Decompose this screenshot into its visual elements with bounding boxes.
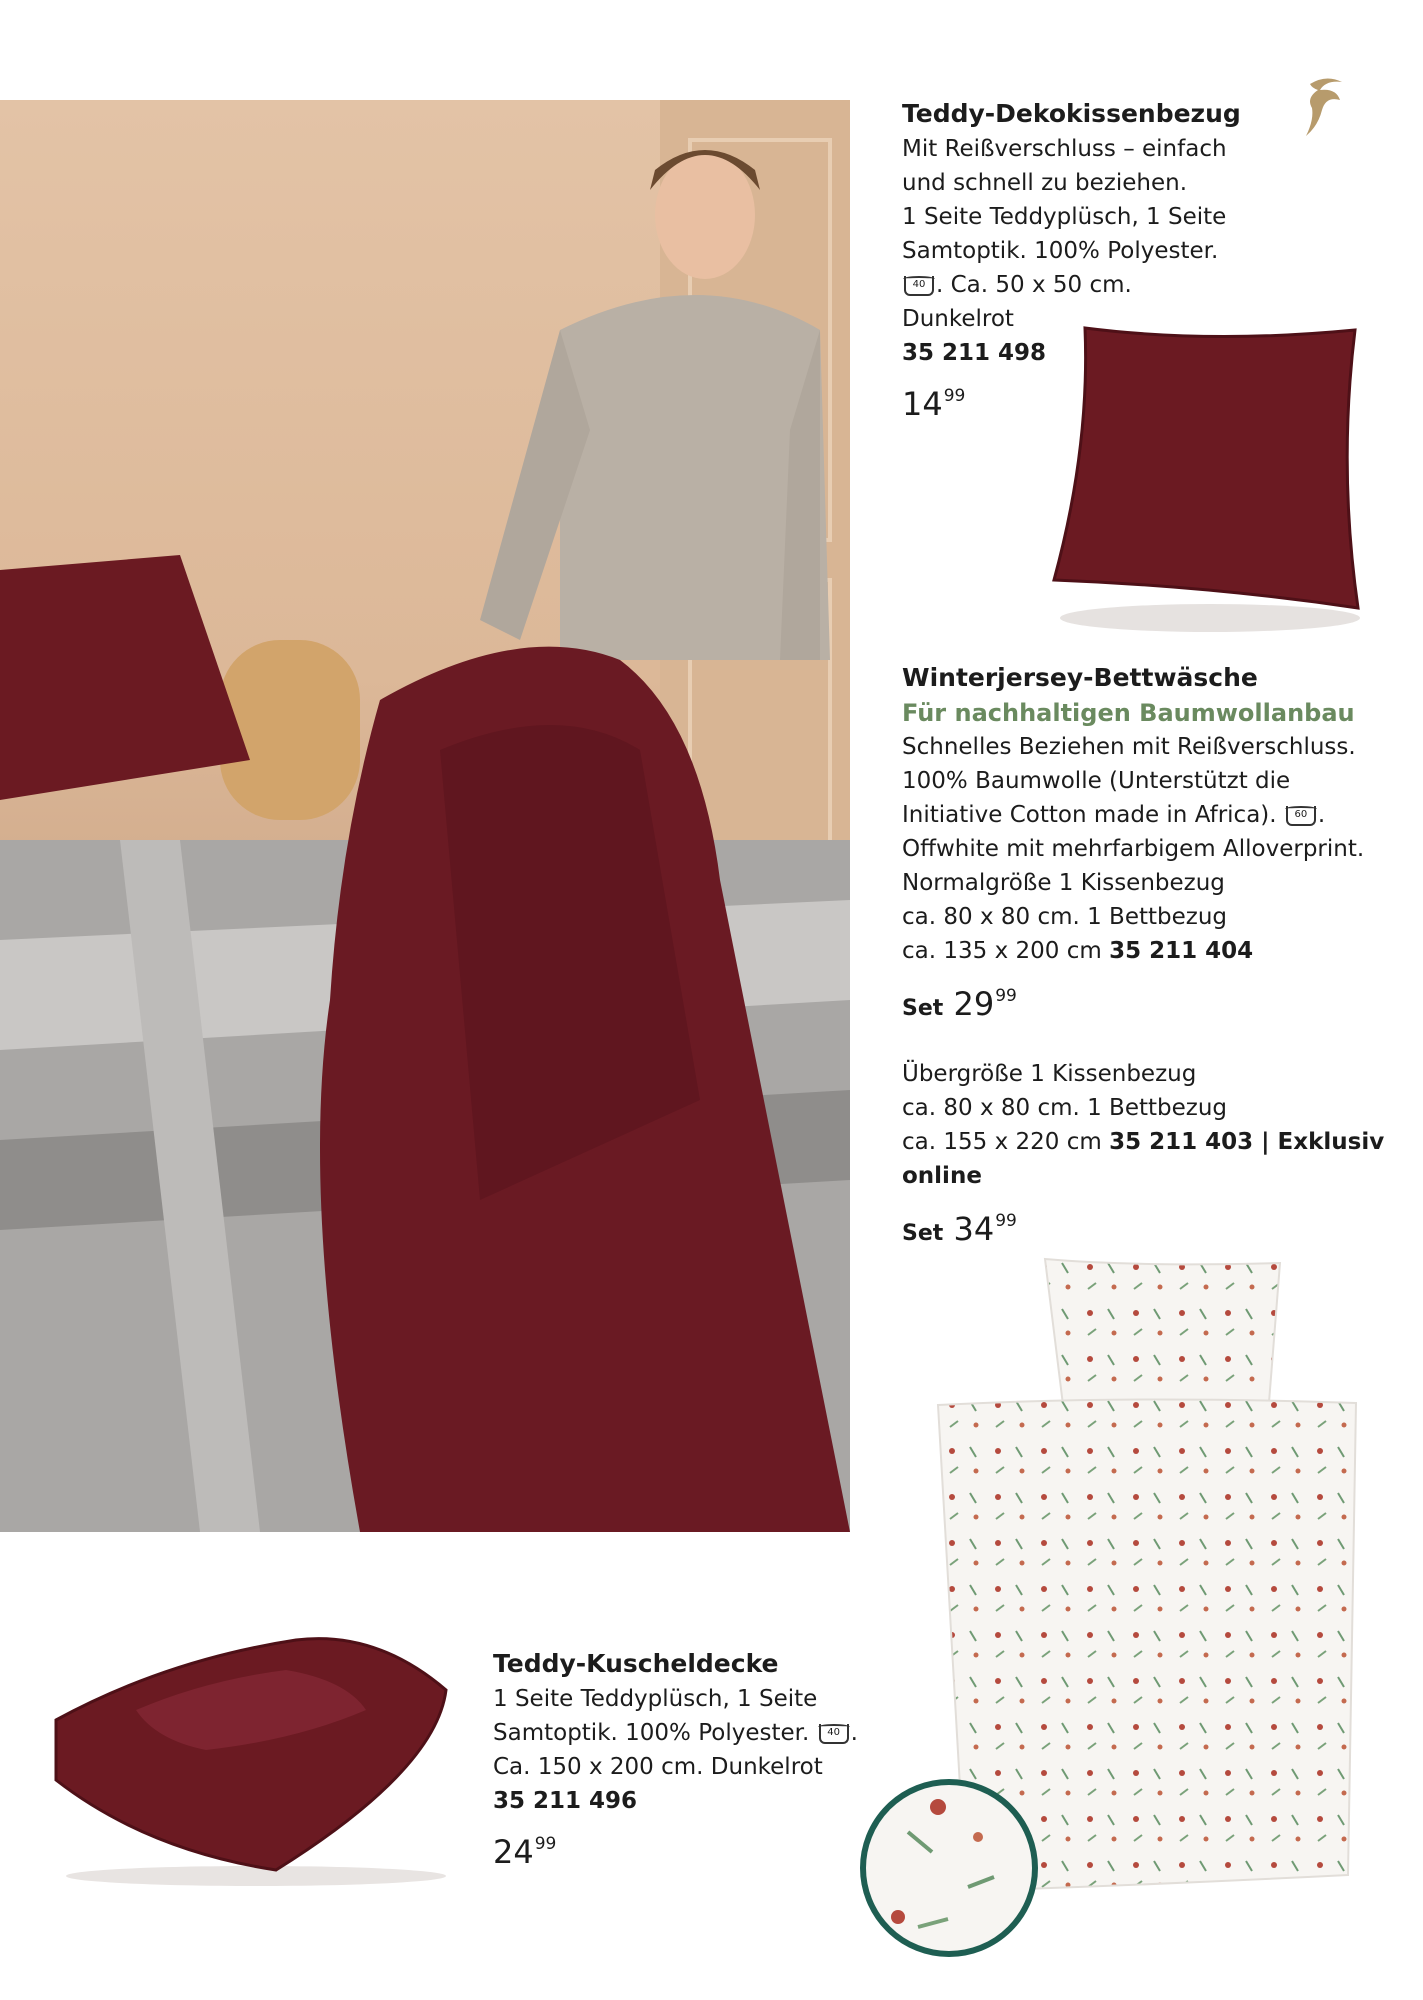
wash-40-icon-2: 40 <box>819 1724 849 1744</box>
bedding-oversize-article: 35 211 403 | Exklusiv <box>1109 1129 1385 1155</box>
bedding-oversize-price <box>902 1201 1402 1254</box>
set-label-2: Set <box>902 1221 944 1246</box>
bedding-oversize-line3 <box>902 1125 1402 1159</box>
blanket-desc-line3: Ca. 150 x 200 cm. Dunkelrot <box>493 1754 823 1780</box>
blanket-price-cents: 99 <box>534 1834 557 1854</box>
pillow-care-line <box>902 268 1282 302</box>
bedding-desc-line3 <box>902 798 1402 832</box>
pillow-desc-line4: Samtoptik. 100% Polyester. <box>902 238 1219 264</box>
bedding-oversize-price-main: 34 <box>953 1210 995 1248</box>
tchibo-logo-icon <box>1296 70 1352 142</box>
bedding-oversize-line2: ca. 80 x 80 cm. 1 Bettbezug <box>902 1095 1228 1121</box>
bedding-normal-line3 <box>902 934 1402 968</box>
pillow-product-image <box>1040 318 1370 638</box>
pillow-desc-line2: und schnell zu beziehen. <box>902 170 1188 196</box>
blanket-desc-line2 <box>493 1716 893 1750</box>
bedding-desc-line4: Offwhite mit mehrfarbigem Alloverprint. <box>902 836 1365 862</box>
bedding-normal-line2: ca. 80 x 80 cm. 1 Bettbezug <box>902 904 1228 930</box>
set-label: Set <box>902 996 944 1021</box>
bedding-desc-line3-text: Initiative Cotton made in Africa). <box>902 802 1277 828</box>
blanket-desc-line2-text: Samtoptik. 100% Polyester. <box>493 1720 810 1746</box>
blanket-article-number: 35 211 496 <box>493 1788 638 1814</box>
wash-60-icon: 60 <box>1286 806 1316 826</box>
bedding-title: Winterjersey-Bettwäsche <box>902 663 1258 692</box>
bedding-oversize-price-cents: 99 <box>995 1211 1017 1231</box>
bedding-desc-line1: Schnelles Beziehen mit Reißverschluss. <box>902 734 1356 760</box>
bedding-product-info <box>902 660 1402 1254</box>
bedding-normal-price-main: 29 <box>953 985 995 1023</box>
blanket-product-image <box>46 1600 462 1890</box>
bedding-desc-line2: 100% Baumwolle (Unterstützt die <box>902 768 1291 794</box>
pillow-title: Teddy-Dekokissenbezug <box>902 99 1241 128</box>
bedding-normal-size: ca. 135 x 200 cm <box>902 938 1102 964</box>
wash-40-icon: 40 <box>904 276 934 296</box>
blanket-product-info <box>493 1646 893 1872</box>
bedding-oversize-line1: Übergröße 1 Kissenbezug <box>902 1061 1197 1087</box>
pillow-price-cents: 99 <box>943 386 966 406</box>
bedding-oversize-online: online <box>902 1163 982 1189</box>
pillow-color: Dunkelrot <box>902 306 1014 332</box>
pillow-desc-line3: 1 Seite Teddyplüsch, 1 Seite <box>902 204 1227 230</box>
bedding-desc-line3-end: . <box>1317 802 1326 828</box>
blanket-price-main: 24 <box>493 1833 534 1871</box>
blanket-desc-line1: 1 Seite Teddyplüsch, 1 Seite <box>493 1686 818 1712</box>
bedding-subtitle: Für nachhaltigen Baumwollanbau <box>902 699 1355 727</box>
blanket-desc-line2-end: . <box>850 1720 858 1746</box>
bedding-normal-price <box>902 976 1402 1029</box>
pillow-price-main: 14 <box>902 385 943 423</box>
bedding-normal-article: 35 211 404 <box>1109 938 1254 964</box>
blanket-price <box>493 1824 893 1872</box>
bedroom-scene-illustration <box>0 100 850 1532</box>
bedroom-lifestyle-photo <box>0 100 850 1532</box>
bedding-oversize-size: ca. 155 x 220 cm <box>902 1129 1102 1155</box>
pillow-size: . Ca. 50 x 50 cm. <box>936 272 1132 298</box>
pillow-article-number: 35 211 498 <box>902 340 1047 366</box>
bedding-normal-line1: Normalgröße 1 Kissenbezug <box>902 870 1225 896</box>
bedding-normal-price-cents: 99 <box>995 986 1017 1006</box>
pillow-desc-line1: Mit Reißverschluss – einfach <box>902 136 1227 162</box>
blanket-title: Teddy-Kuscheldecke <box>493 1649 779 1678</box>
